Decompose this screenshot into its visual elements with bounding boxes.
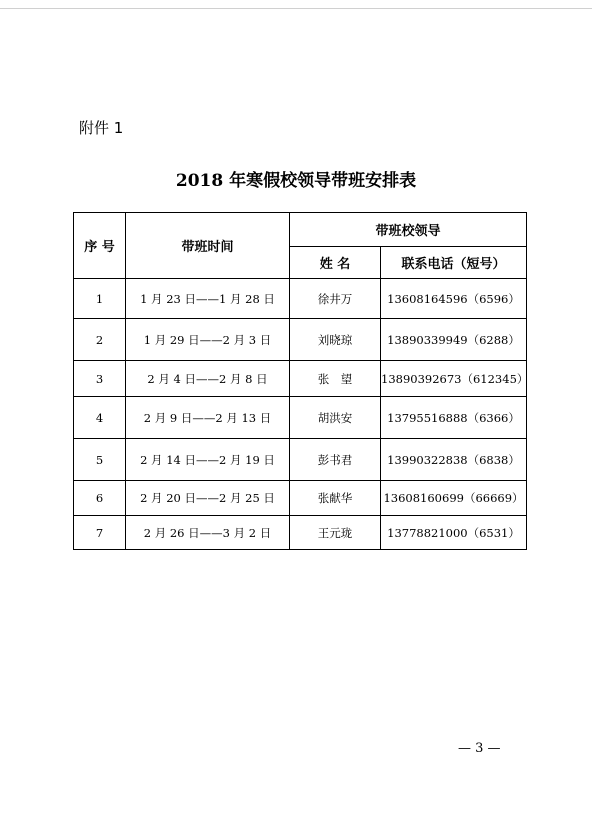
row-time: 2 月 26 日——3 月 2 日 [126, 516, 290, 550]
table-row [74, 279, 527, 319]
row-phone: 13778821000（6531） [381, 516, 527, 550]
row-name: 王元珑 [290, 516, 381, 550]
row-phone: 13608160699（66669） [381, 481, 527, 516]
row-name: 徐井万 [290, 279, 381, 319]
row-phone: 13608164596（6596） [381, 279, 527, 319]
row-phone: 13990322838（6838） [381, 439, 527, 481]
row-time: 2 月 9 日——2 月 13 日 [126, 397, 290, 439]
header-phone: 联系电话（短号） [381, 247, 527, 279]
row-name: 张献华 [290, 481, 381, 516]
table-row [74, 516, 527, 550]
table-row [74, 361, 527, 397]
header-name: 姓 名 [290, 247, 381, 279]
row-name: 彭书君 [290, 439, 381, 481]
page-number: — 3 — [458, 741, 501, 756]
table-row [74, 439, 527, 481]
row-index: 5 [74, 439, 126, 481]
header-leader-group: 带班校领导 [290, 213, 527, 247]
table-row [74, 397, 527, 439]
row-phone: 13890339949（6288） [381, 319, 527, 361]
row-index: 3 [74, 361, 126, 397]
row-name: 刘晓琼 [290, 319, 381, 361]
page-top-rule [0, 8, 592, 9]
row-time: 1 月 23 日——1 月 28 日 [126, 279, 290, 319]
row-name: 张 望 [290, 361, 381, 397]
row-phone: 13890392673（612345） [381, 361, 527, 397]
row-phone: 13795516888（6366） [381, 397, 527, 439]
row-time: 1 月 29 日——2 月 3 日 [126, 319, 290, 361]
duty-schedule-table [73, 212, 527, 550]
row-index: 2 [74, 319, 126, 361]
header-index: 序 号 [74, 213, 126, 279]
attachment-label: 附件 1 [79, 119, 124, 137]
row-time: 2 月 20 日——2 月 25 日 [126, 481, 290, 516]
header-time: 带班时间 [126, 213, 290, 279]
table-row [74, 481, 527, 516]
row-index: 4 [74, 397, 126, 439]
row-index: 6 [74, 481, 126, 516]
row-index: 7 [74, 516, 126, 550]
document-title: 2018 年寒假校领导带班安排表 [175, 171, 417, 191]
row-index: 1 [74, 279, 126, 319]
row-time: 2 月 14 日——2 月 19 日 [126, 439, 290, 481]
table-row [74, 319, 527, 361]
row-time: 2 月 4 日——2 月 8 日 [126, 361, 290, 397]
row-name: 胡洪安 [290, 397, 381, 439]
